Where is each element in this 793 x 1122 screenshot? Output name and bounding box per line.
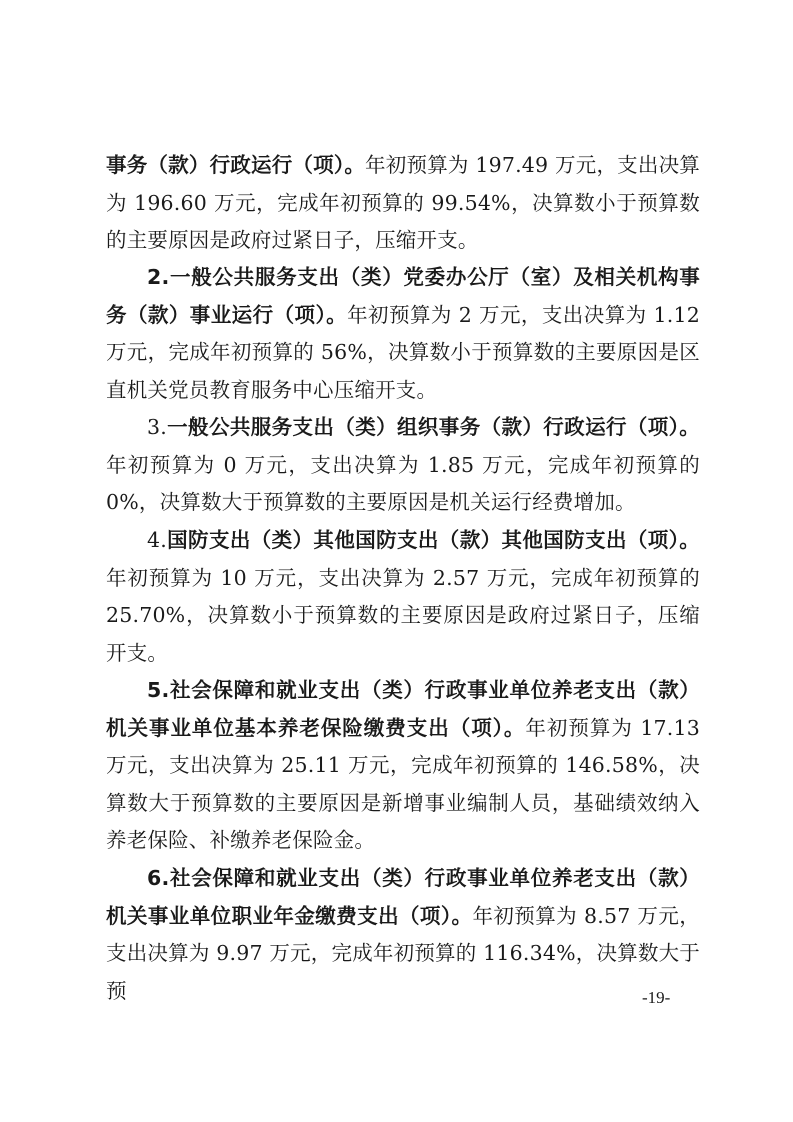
paragraph-2 (106, 259, 700, 409)
paragraph-body: 年初预算为 17.13 万元，支出决算为 25.11 万元，完成年初预算的 146.58%，决算数大于预算数的主要原因是新增事业编制人员，基础绩效纳入养老保险、补缴养老保险金。 (106, 715, 701, 852)
paragraph-6 (106, 860, 700, 1010)
paragraph-body: 年初预算为 2 万元，支出决算为 1.12 万元，完成年初预算的 56%，决算数小于预算数的主要原因是区直机关党员教育服务中心压缩开支。 (106, 302, 700, 402)
paragraph-heading: 5.社会保障和就业支出（类）行政事业单位养老支出（款）机关事业单位基本养老保险缴费支出（项）。 (106, 678, 700, 740)
paragraph-body: 年初预算为 197.49 万元，支出决算为 196.60 万元，完成年初预算的 99.54%，决算数小于预算数的主要原因是政府过紧日子，压缩开支。 (106, 153, 700, 252)
paragraph-4 (106, 522, 700, 672)
paragraph-3 (106, 409, 700, 522)
paragraph-body: 年初预算为 8.57 万元，支出决算为 9.97 万元，完成年初预算的 116.34%，决算数大于预 (106, 903, 700, 1003)
page-number: -19- (642, 988, 671, 1007)
paragraph-body: 年初预算为 10 万元，支出决算为 2.57 万元，完成年初预算的 25.70%，决算数小于预算数的主要原因是政府过紧日子，压缩开支。 (106, 565, 700, 665)
paragraph-heading: 国防支出（类）其他国防支出（款）其他国防支出（项）。 (166, 528, 700, 552)
paragraph-heading: 2.一般公共服务支出（类）党委办公厅（室）及相关机构事务（款）事业运行（项）。 (106, 265, 700, 327)
paragraph-heading: 一般公共服务支出（类）组织事务（款）行政运行（项）。 (166, 415, 700, 439)
paragraph-number: 4. (147, 528, 167, 552)
paragraph-heading: 6.社会保障和就业支出（类）行政事业单位养老支出（款）机关事业单位职业年金缴费支出（项）。 (106, 866, 700, 928)
paragraph-number: 3. (147, 415, 167, 439)
paragraph-heading: 事务（款）行政运行（项）。 (106, 153, 366, 177)
paragraph-1 (106, 147, 700, 260)
paragraph-5 (106, 672, 700, 860)
paragraph-body: 年初预算为 0 万元，支出决算为 1.85 万元，完成年初预算的 0%，决算数大于预算数的主要原因是机关运行经费增加。 (106, 452, 700, 514)
